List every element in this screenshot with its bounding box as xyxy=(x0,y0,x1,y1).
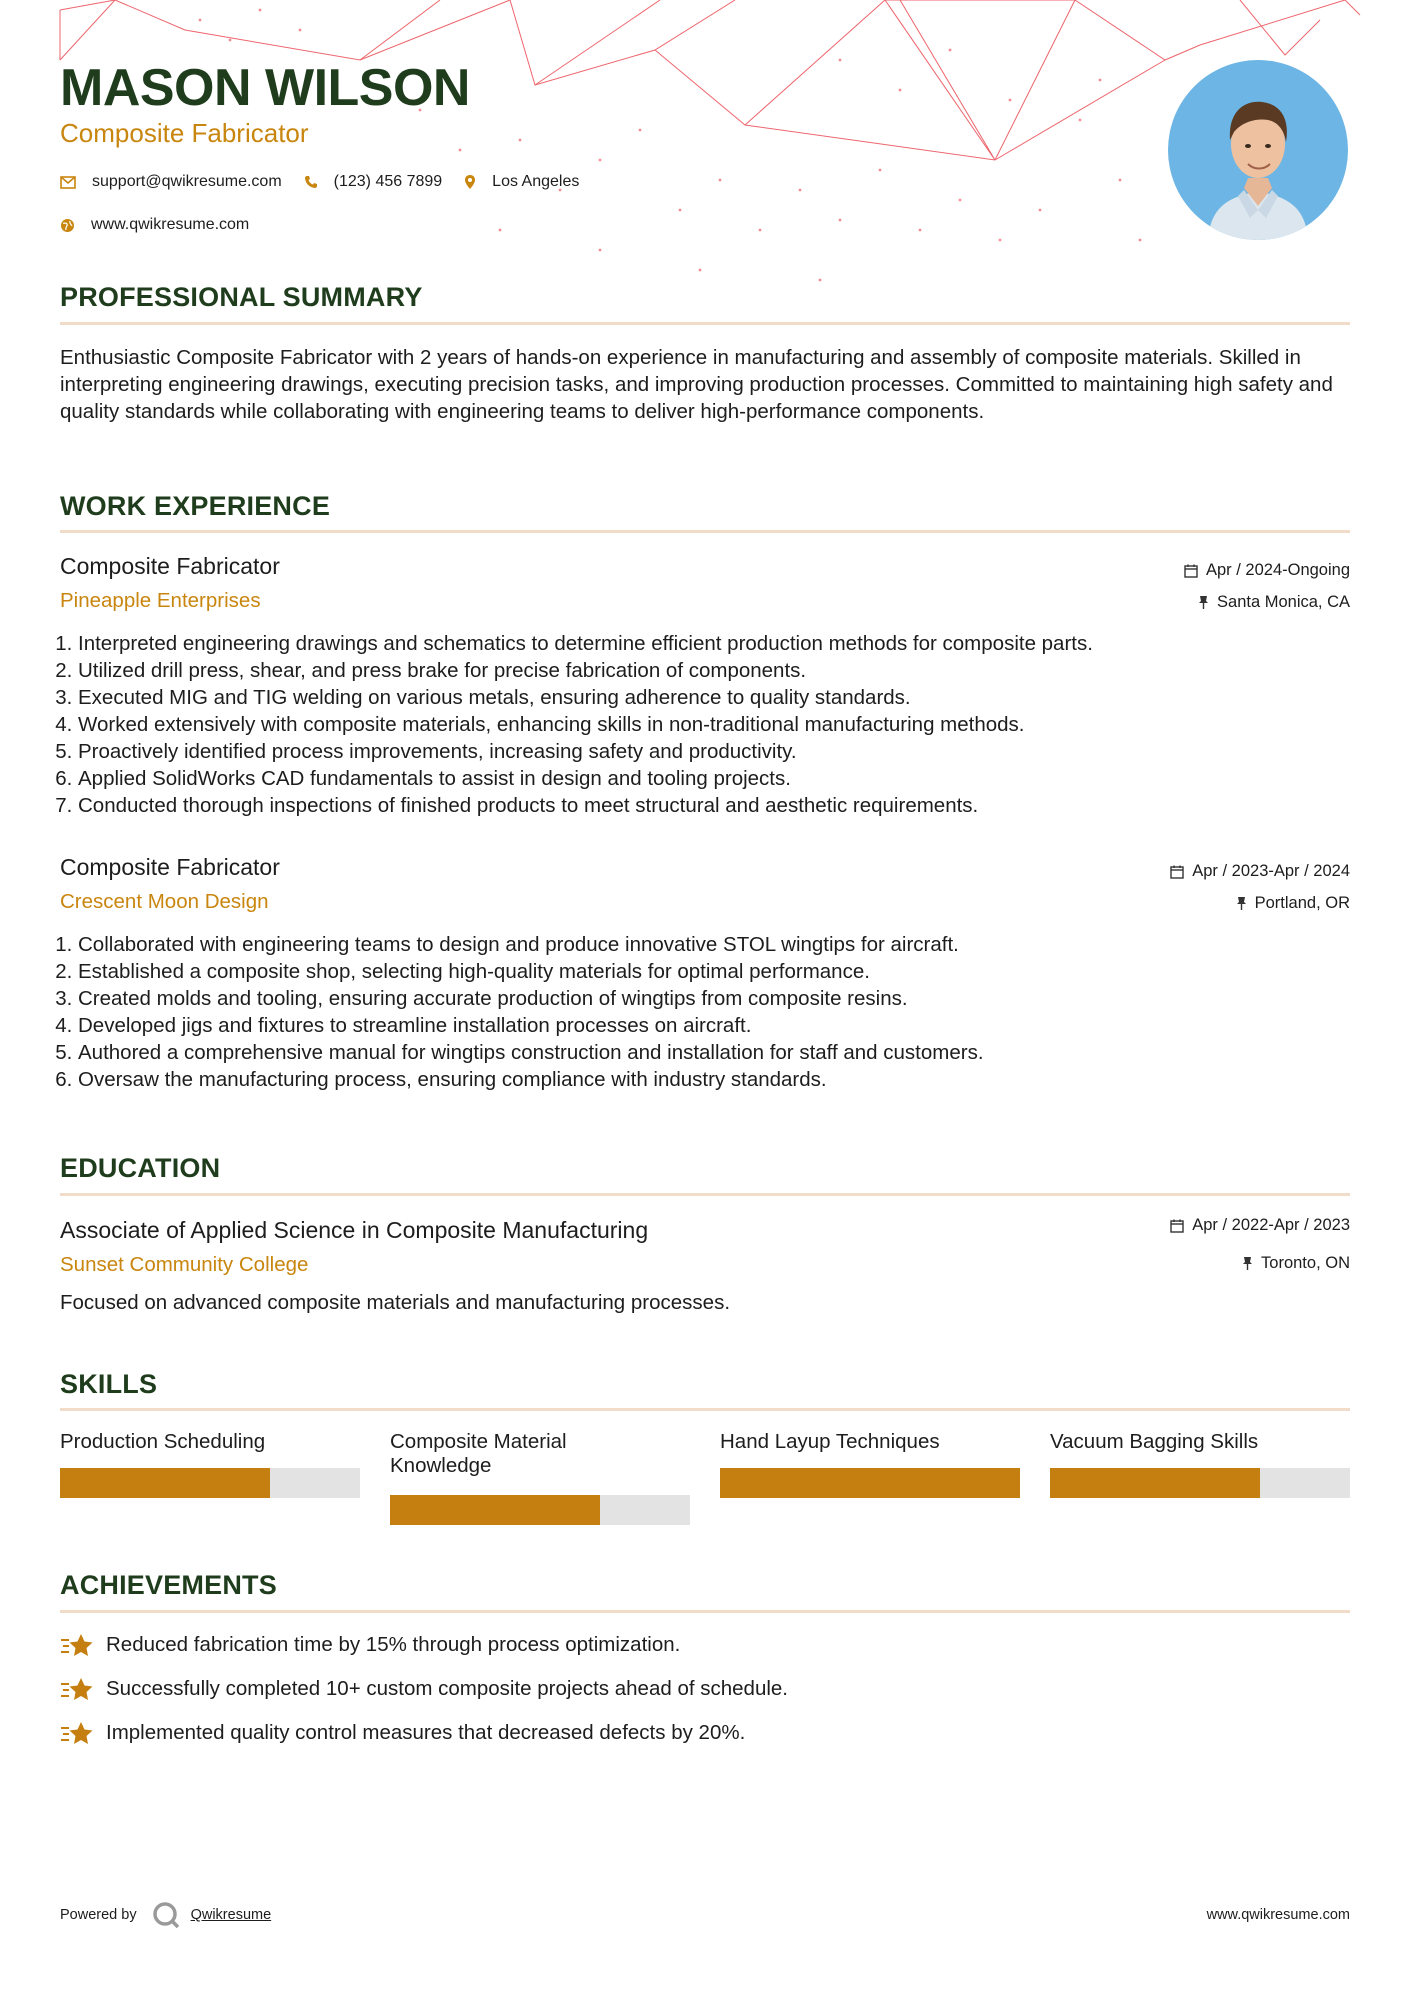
qwikresume-logo-icon xyxy=(151,1900,181,1930)
job-dates-text: Apr / 2023-Apr / 2024 xyxy=(1192,862,1350,880)
job-duties-list xyxy=(52,931,1358,1093)
candidate-title: Composite Fabricator xyxy=(60,118,309,148)
contact-row-secondary xyxy=(60,216,271,234)
section-divider xyxy=(60,1193,1350,1196)
skill-bar-fill xyxy=(1050,1468,1260,1498)
job-title: Composite Fabricator xyxy=(60,553,280,579)
contact-phone xyxy=(304,173,443,191)
skill-bar-fill xyxy=(60,1468,270,1498)
job-dates-text: Apr / 2024-Ongoing xyxy=(1205,561,1350,579)
footer-powered-by xyxy=(60,1900,271,1930)
section-title-skills: SKILLS xyxy=(60,1369,158,1399)
duty-item: 4. Worked extensively with composite materials, enhancing skills in non-traditional manufacturing methods. xyxy=(78,711,1358,738)
duty-item: 4. Developed jigs and fixtures to streamline installation processes on aircraft. xyxy=(78,1012,1358,1039)
star-achievement-icon xyxy=(60,1676,94,1702)
achievement-item xyxy=(60,1720,745,1746)
skill-bar-track xyxy=(60,1468,360,1498)
pushpin-icon xyxy=(1236,896,1247,911)
education-location xyxy=(1242,1254,1350,1273)
education-dates-text: Apr / 2022-Apr / 2023 xyxy=(1192,1216,1350,1234)
contact-email xyxy=(60,173,282,191)
education-description: Focused on advanced composite materials and manufacturing processes. xyxy=(60,1291,731,1314)
skill-item xyxy=(60,1430,360,1480)
phone-icon xyxy=(304,175,318,189)
section-title-achievements: ACHIEVEMENTS xyxy=(60,1570,277,1600)
degree-title: Associate of Applied Science in Composite Manufacturing xyxy=(60,1217,649,1243)
pushpin-icon xyxy=(1242,1256,1253,1271)
job-company: Pineapple Enterprises xyxy=(60,589,261,612)
section-divider xyxy=(60,530,1350,533)
achievement-item xyxy=(60,1676,788,1702)
job-company: Crescent Moon Design xyxy=(60,890,269,913)
map-pin-icon xyxy=(464,174,476,190)
section-divider xyxy=(60,1610,1350,1613)
skill-item xyxy=(720,1430,1020,1480)
job-location-text: Santa Monica, CA xyxy=(1217,593,1350,611)
contact-location xyxy=(464,173,579,191)
section-title-summary: PROFESSIONAL SUMMARY xyxy=(60,282,423,312)
star-achievement-icon xyxy=(60,1632,94,1658)
phone-text: (123) 456 7899 xyxy=(333,173,443,190)
skill-name: Vacuum Bagging Skills xyxy=(1050,1430,1259,1453)
profile-photo xyxy=(1168,60,1348,240)
duty-item: 5. Proactively identified process improvements, increasing safety and productivity. xyxy=(78,738,1358,765)
globe-icon xyxy=(60,218,75,233)
duty-item: 3. Executed MIG and TIG welding on various metals, ensuring adherence to quality standards. xyxy=(78,684,1358,711)
skill-bar-track xyxy=(720,1468,1020,1498)
pushpin-icon xyxy=(1198,595,1209,610)
job-duties-list xyxy=(52,630,1358,819)
calendar-icon xyxy=(1170,865,1184,879)
skill-bar-track xyxy=(390,1495,690,1525)
education-dates xyxy=(1170,1216,1350,1235)
achievement-text: Implemented quality control measures that decreased defects by 20%. xyxy=(106,1721,746,1744)
duty-item: 2. Established a composite shop, selecting high-quality materials for optimal performance. xyxy=(78,958,1358,985)
section-divider xyxy=(60,322,1350,325)
candidate-name: MASON WILSON xyxy=(60,59,470,117)
duty-item: 5. Authored a comprehensive manual for wingtips construction and installation for staff and customers. xyxy=(78,1039,1358,1066)
avatar-illustration xyxy=(1168,60,1348,240)
powered-by-label: Powered by xyxy=(60,1907,137,1923)
job-location xyxy=(1236,894,1350,913)
qwikresume-link[interactable]: Qwikresume xyxy=(190,1907,272,1923)
envelope-icon xyxy=(60,176,76,189)
skill-item xyxy=(390,1430,690,1480)
calendar-icon xyxy=(1170,1219,1184,1233)
contact-row-primary xyxy=(60,173,601,191)
contact-website xyxy=(60,216,249,234)
skill-name: Hand Layup Techniques xyxy=(720,1430,940,1453)
achievement-text: Successfully completed 10+ custom composite projects ahead of schedule. xyxy=(106,1677,788,1700)
section-title-experience: WORK EXPERIENCE xyxy=(60,491,331,521)
skill-bar-track xyxy=(1050,1468,1350,1498)
achievement-text: Reduced fabrication time by 15% through process optimization. xyxy=(106,1633,681,1656)
section-title-education: EDUCATION xyxy=(60,1153,221,1183)
skill-bar-fill xyxy=(390,1495,600,1525)
duty-item: 1. Collaborated with engineering teams to design and produce innovative STOL wingtips for aircraft. xyxy=(78,931,1358,958)
location-text: Los Angeles xyxy=(492,173,580,190)
school-name: Sunset Community College xyxy=(60,1253,309,1276)
job-dates xyxy=(1170,862,1350,881)
duty-item: 6. Applied SolidWorks CAD fundamentals to assist in design and tooling projects. xyxy=(78,765,1358,792)
footer-website[interactable]: www.qwikresume.com xyxy=(1206,1907,1350,1923)
duty-item: 6. Oversaw the manufacturing process, ensuring compliance with industry standards. xyxy=(78,1066,1358,1093)
calendar-icon xyxy=(1184,564,1198,578)
achievement-item xyxy=(60,1632,680,1658)
duty-item: 3. Created molds and tooling, ensuring accurate production of wingtips from composite resins. xyxy=(78,985,1358,1012)
job-location-text: Portland, OR xyxy=(1254,894,1350,912)
skill-name: Production Scheduling xyxy=(60,1430,266,1453)
duty-item: 1. Interpreted engineering drawings and schematics to determine efficient production methods for composite parts. xyxy=(78,630,1358,657)
skill-item xyxy=(1050,1430,1350,1480)
summary-text: Enthusiastic Composite Fabricator with 2 years of hands-on experience in manufacturing and assembly of composite materials. Skilled in interpreting engineering drawings, executing precision tasks, and improving production processes. Committed to maintaining high safety and quality standards while collaborating with engineering teams to deliver high-performance components. xyxy=(60,346,1333,423)
education-location-text: Toronto, ON xyxy=(1261,1254,1350,1272)
job-title: Composite Fabricator xyxy=(60,854,280,880)
job-location xyxy=(1198,593,1350,612)
skill-bar-fill xyxy=(720,1468,1020,1498)
job-dates xyxy=(1184,561,1350,580)
duty-item: 7. Conducted thorough inspections of finished products to meet structural and aesthetic requirements. xyxy=(78,792,1358,819)
email-text: support@qwikresume.com xyxy=(92,173,282,190)
duty-item: 2. Utilized drill press, shear, and press brake for precise fabrication of components. xyxy=(78,657,1358,684)
skill-name: Composite Material Knowledge xyxy=(390,1430,567,1477)
section-divider xyxy=(60,1408,1350,1411)
star-achievement-icon xyxy=(60,1720,94,1746)
website-text: www.qwikresume.com xyxy=(91,216,250,233)
